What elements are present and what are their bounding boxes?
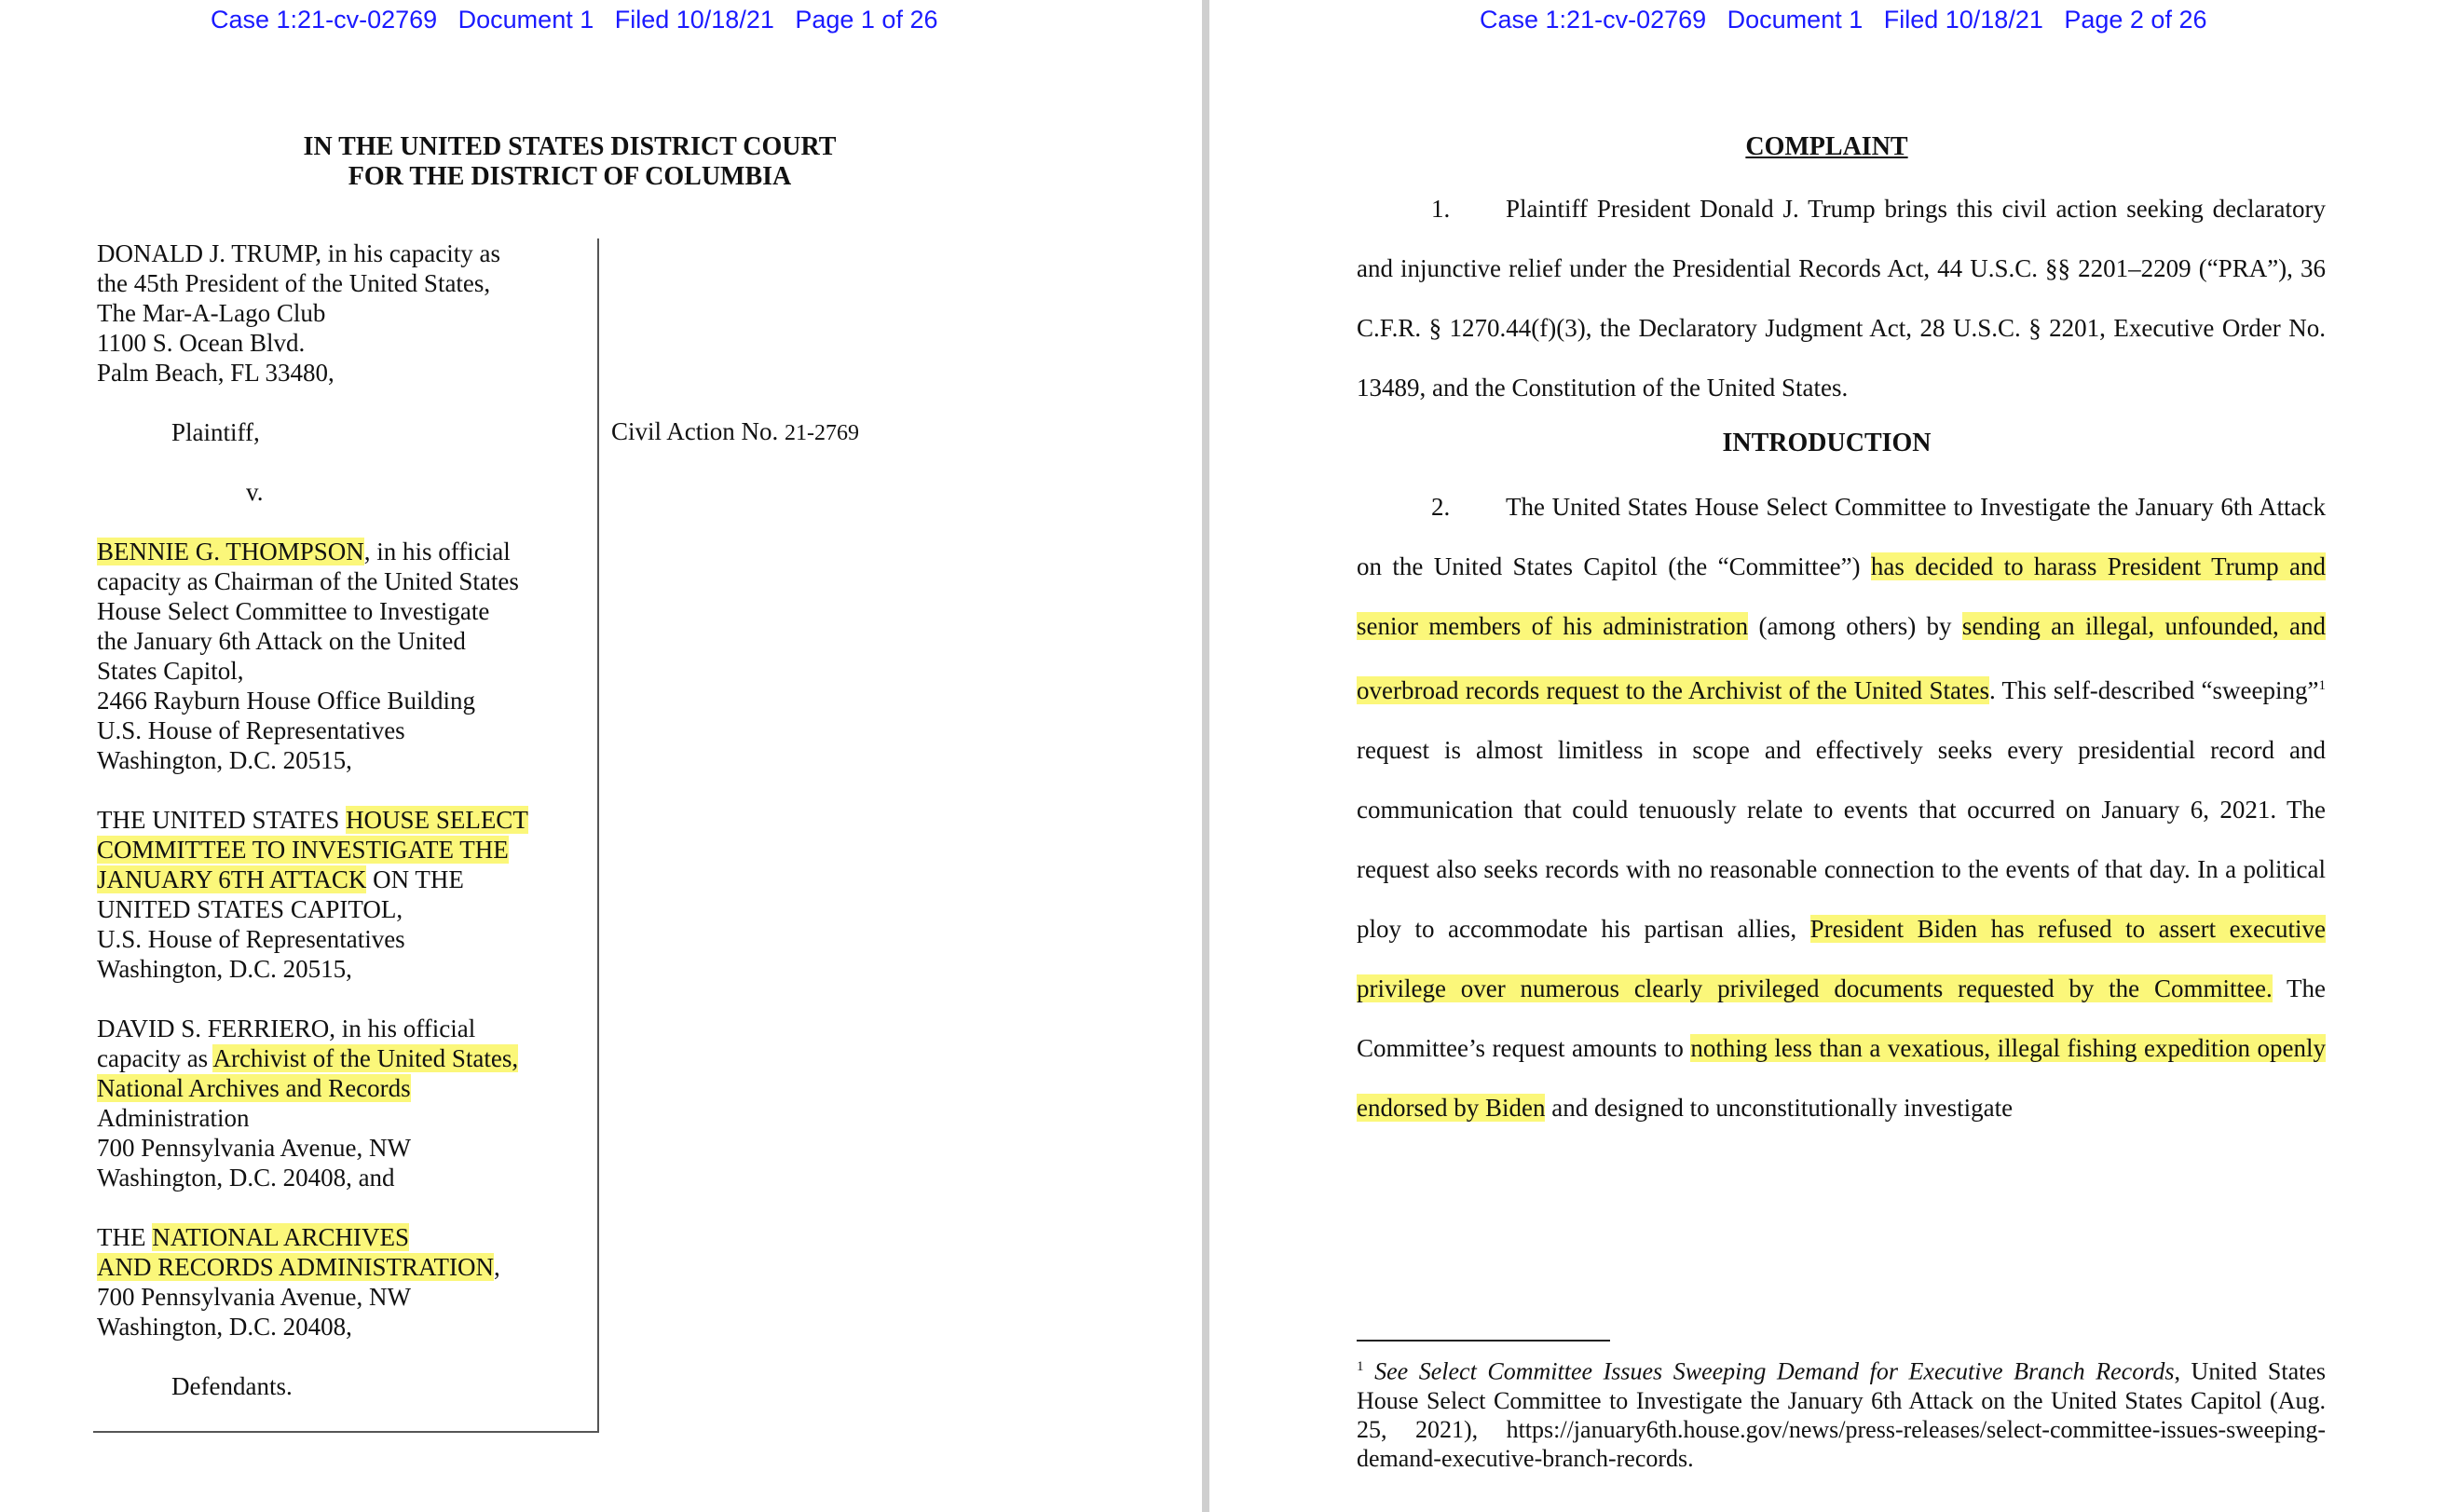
highlighted-text: sending an illegal, unfounded, and overbroad records request to the Archivist of the United States (1357, 612, 2326, 704)
paragraph-text: The Committee’s request amounts to (1357, 974, 2326, 1062)
highlighted-text: COMMITTEE TO INVESTIGATE THE (97, 836, 509, 864)
section-title: COMPLAINT (1745, 132, 1908, 161)
caption-line: capacity as Chairman of the United States (97, 567, 519, 595)
defendants-label: Defendants. (171, 1372, 293, 1400)
caption-line: DAVID S. FERRIERO, in his official (97, 1015, 476, 1042)
highlighted-text: has decided to harass President Trump and senior members of his administration (1357, 552, 2326, 640)
caption-divider (597, 238, 599, 1433)
paragraph-text: The United States House Select Committee to Investigate the January 6th Attack on the United States Capitol (the “Committee”) (1357, 493, 2326, 580)
page-gutter (1202, 0, 1209, 1512)
paragraph-number: 2. (1431, 493, 1451, 521)
caption-line: U.S. House of Representatives (97, 925, 405, 953)
caption-line: 700 Pennsylvania Avenue, NW (97, 1283, 411, 1311)
footnote-reference[interactable]: 1 (2318, 678, 2326, 693)
paragraph-text: Plaintiff President Donald J. Trump brings this civil action seeking declaratory and injunctive relief under the Presidential Records Act, 44 U.S.C. §§ 2201–2209 (“PRA”), 36 C.F.R. § 1270.44(f)(3), the Declaratory Judgment Act, 28 U.S.C. § 2201, Executive Order No. 13489, and the Constitution of the United States. (1357, 195, 2326, 402)
highlighted-text: NATIONAL ARCHIVES (152, 1223, 409, 1251)
caption-line: the 45th President of the United States, (97, 269, 491, 297)
caption-line: DONALD J. TRUMP, in his capacity as (97, 239, 500, 267)
highlighted-text: JANUARY 6TH ATTACK (97, 865, 367, 893)
paragraph-text: . This self-described “sweeping” (1988, 676, 2319, 704)
caption-line: U.S. House of Representatives (97, 716, 405, 744)
caption-line: House Select Committee to Investigate (97, 597, 490, 625)
highlighted-text: nothing less than a vexatious, illegal fishing expedition openly endorsed by Biden (1357, 1034, 2326, 1122)
plaintiff-label: Plaintiff, (171, 418, 260, 446)
highlighted-text: BENNIE G. THOMPSON (97, 538, 364, 565)
caption-line: the January 6th Attack on the United (97, 627, 466, 655)
footnote-1 (1357, 1353, 2326, 1473)
caption-line: States Capitol, (97, 657, 244, 685)
case-caption (97, 238, 600, 1401)
paragraph-text: (among others) by (1748, 612, 1962, 640)
caption-line: The Mar-A-Lago Club (97, 299, 326, 327)
plaintiff-block (97, 238, 600, 388)
footnote-text: , United States House Select Committee to Investigate the January 6th Attack on the United States Capitol (Aug. 25, 2021), https://january6th.house.gov/news/press-releases/select-committee-issues-sweeping-demand-executive-branch-records. (1357, 1357, 2327, 1472)
caption-text: THE (97, 1223, 153, 1251)
highlighted-text: President Biden has refused to assert executive privilege over numerous clearly privileged documents requested by the Committee. (1357, 915, 2327, 1002)
document-page-2 (1209, 0, 2444, 1512)
paragraph-number: 1. (1431, 195, 1451, 223)
caption-line: Washington, D.C. 20515, (97, 746, 352, 774)
highlighted-text: Archivist of the United States, (212, 1044, 519, 1072)
defendant-thompson (97, 537, 600, 775)
caption-line: Washington, D.C. 20408, (97, 1313, 352, 1341)
paragraph-text: and designed to unconstitutionally investigate (1545, 1094, 2014, 1122)
civil-action-number (611, 417, 859, 446)
court-heading (0, 132, 1140, 192)
court-heading-line: IN THE UNITED STATES DISTRICT COURT (303, 132, 837, 161)
caption-line: Washington, D.C. 20515, (97, 955, 352, 983)
highlighted-text: AND RECORDS ADMINISTRATION (97, 1253, 495, 1281)
caption-text: ON THE (366, 865, 464, 893)
caption-line: Washington, D.C. 20408, and (97, 1164, 395, 1192)
caption-line: UNITED STATES CAPITOL, (97, 895, 403, 923)
caption-line: Palm Beach, FL 33480, (97, 359, 335, 387)
caption-text: capacity as (97, 1044, 213, 1072)
paragraph-1 (1357, 179, 2326, 417)
paragraph-2 (1357, 477, 2326, 1137)
highlighted-text: National Archives and Records (97, 1074, 411, 1102)
caption-line: 700 Pennsylvania Avenue, NW (97, 1134, 411, 1162)
defendant-nara (97, 1222, 600, 1342)
highlighted-text: HOUSE SELECT (346, 806, 528, 834)
caption-line: 1100 S. Ocean Blvd. (97, 329, 306, 357)
caption-line: Administration (97, 1104, 250, 1132)
civil-action-value: 21-2769 (785, 421, 860, 445)
caption-line: 2466 Rayburn House Office Building (97, 687, 475, 715)
defendant-committee (97, 805, 600, 984)
section-heading: INTRODUCTION (1722, 429, 1932, 457)
court-heading-line: FOR THE DISTRICT OF COLUMBIA (348, 162, 792, 191)
caption-bottom-rule (93, 1431, 599, 1433)
document-page-1 (0, 0, 1202, 1512)
civil-action-label: Civil Action No. (611, 417, 785, 445)
filing-stamp: Case 1:21-cv-02769 Document 1 Filed 10/18/21 Page 1 of 26 (211, 6, 938, 34)
paragraph-text: request is almost limitless in scope and effectively seeks every presidential record and communication that could tenuously relate to events that occurred on January 6, 2021. The request also seeks records with no reasonable connection to the events of that day. In a political ploy to accommodate his partisan allies, (1357, 736, 2326, 943)
caption-text: , (494, 1253, 500, 1281)
footnote-separator (1357, 1340, 1610, 1342)
defendant-ferriero (97, 1014, 600, 1192)
footnote-number: 1 (1357, 1359, 1364, 1374)
filing-stamp: Case 1:21-cv-02769 Document 1 Filed 10/18/21 Page 2 of 26 (1480, 6, 2207, 34)
footnote-italic-text: See Select Committee Issues Sweeping Demand for Executive Branch Records (1374, 1357, 2175, 1385)
caption-text: THE UNITED STATES (97, 806, 347, 834)
caption-text: , in his official (363, 538, 511, 565)
versus-label: v. (246, 478, 264, 506)
